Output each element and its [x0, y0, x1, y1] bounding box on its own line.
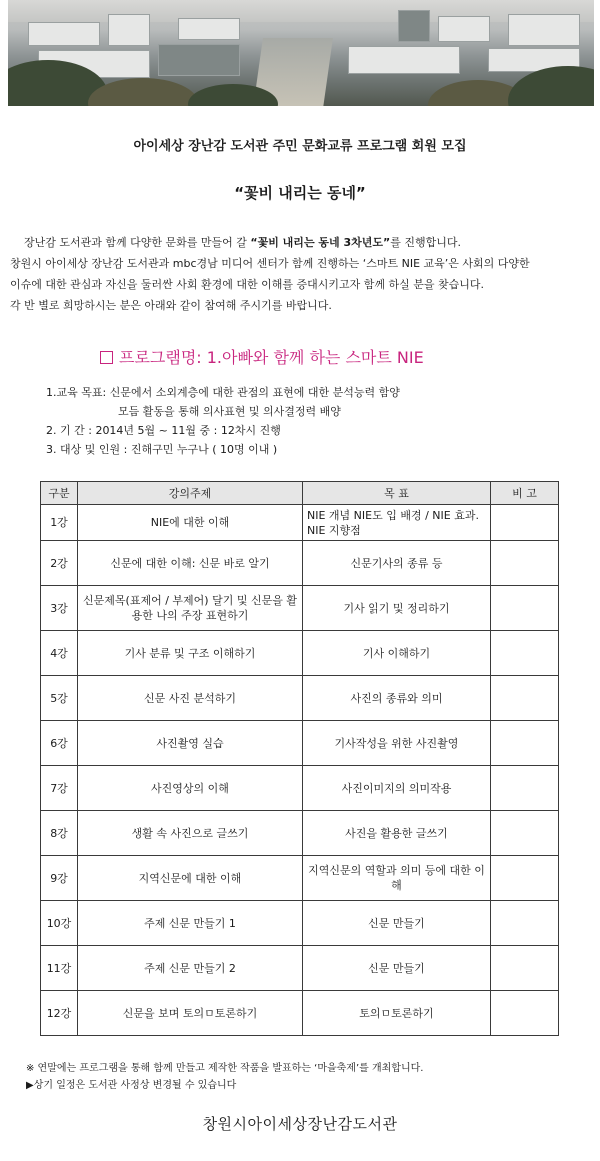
session-note [491, 811, 559, 856]
session-no: 1강 [41, 505, 78, 541]
table-row [41, 505, 559, 541]
page-title: 아이세상 장난감 도서관 주민 문화교류 프로그램 회원 모집 [133, 139, 467, 154]
session-topic: NIE에 대한 이해 [78, 505, 303, 541]
session-no: 5강 [41, 676, 78, 721]
session-topic: 신문제목(표제어 / 부제어) 달기 및 신문을 활용한 나의 주장 표현하기 [78, 586, 303, 631]
session-note [491, 946, 559, 991]
session-topic: 신문 사진 분석하기 [78, 676, 303, 721]
session-no: 10강 [41, 901, 78, 946]
program-label: 프로그램명: 1.아빠와 함께 하는 스마트 NIE [119, 348, 424, 367]
info-target: 3. 대상 및 인원 : 진해구민 누구나 ( 10명 이내 ) [46, 443, 278, 456]
session-topic: 생활 속 사진으로 글쓰기 [78, 811, 303, 856]
table-row [41, 631, 559, 676]
session-goal: 신문 만들기 [303, 946, 491, 991]
session-note [491, 901, 559, 946]
session-no: 12강 [41, 991, 78, 1036]
page-subtitle: “꽃비 내리는 동네” [234, 184, 366, 202]
session-goal: 기사 읽기 및 정리하기 [303, 586, 491, 631]
header-cell-goal: 목 표 [303, 482, 491, 505]
session-goal: 토의ㅁ토론하기 [303, 991, 491, 1036]
intro-line-4: 각 반 별로 희망하시는 분은 아래와 같이 참여해 주시기를 바랍니다. [10, 299, 332, 312]
info-goal-line-2: 모듬 활동을 통해 의사표현 및 의사결정력 배양 [118, 405, 341, 418]
session-note [491, 721, 559, 766]
session-note [491, 505, 559, 541]
program-heading [100, 345, 424, 368]
intro-text [10, 232, 595, 316]
notes [26, 1060, 423, 1094]
session-no: 3강 [41, 586, 78, 631]
session-goal: NIE 개념 NIE도 입 배경 / NIE 효과. NIE 지향점 [303, 505, 491, 541]
session-topic: 신문을 보며 토의ㅁ토론하기 [78, 991, 303, 1036]
session-goal: 기사작성을 위한 사진촬영 [303, 721, 491, 766]
session-goal: 기사 이해하기 [303, 631, 491, 676]
table-row [41, 856, 559, 901]
session-goal: 사진을 활용한 글쓰기 [303, 811, 491, 856]
header-cell-note: 비 고 [491, 482, 559, 505]
info-period: 2. 기 간 : 2014년 5월 ~ 11월 중 : 12차시 진행 [46, 424, 281, 437]
schedule-table [40, 481, 559, 1036]
session-no: 8강 [41, 811, 78, 856]
session-goal: 사진이미지의 의미작용 [303, 766, 491, 811]
square-icon [100, 351, 113, 364]
session-no: 9강 [41, 856, 78, 901]
intro-line-2: 창원시 아이세상 장난감 도서관과 mbc경남 미디어 센터가 함께 진행하는 ‘스마트 NIE 교육’은 사회의 다양한 [10, 257, 530, 270]
session-note [491, 766, 559, 811]
session-no: 2강 [41, 541, 78, 586]
session-note [491, 631, 559, 676]
session-topic: 기사 분류 및 구조 이해하기 [78, 631, 303, 676]
session-no: 6강 [41, 721, 78, 766]
table-row [41, 676, 559, 721]
table-row [41, 811, 559, 856]
intro-line-1: 장난감 도서관과 함께 다양한 문화를 만들어 갈 “꽃비 내리는 동네 3차년도”를 진행합니다. [24, 236, 461, 249]
session-goal: 지역신문의 역할과 의미 등에 대한 이해 [303, 856, 491, 901]
header-cell-topic: 강의주제 [78, 482, 303, 505]
table-row [41, 541, 559, 586]
session-topic: 사진촬영 실습 [78, 721, 303, 766]
table-row [41, 901, 559, 946]
session-note [491, 586, 559, 631]
table-header-row [41, 482, 559, 505]
session-note [491, 676, 559, 721]
session-topic: 신문에 대한 이해: 신문 바로 알기 [78, 541, 303, 586]
hero-photo [8, 0, 594, 106]
table-row [41, 586, 559, 631]
note-schedule-change: ▶상기 일정은 도서관 사정상 변경될 수 있습니다 [26, 1080, 237, 1091]
table-row [41, 766, 559, 811]
session-topic: 지역신문에 대한 이해 [78, 856, 303, 901]
session-topic: 주제 신문 만들기 1 [78, 901, 303, 946]
header-cell-no: 구분 [41, 482, 78, 505]
table-row [41, 991, 559, 1036]
table-row [41, 721, 559, 766]
session-no: 11강 [41, 946, 78, 991]
session-goal: 신문 만들기 [303, 901, 491, 946]
footer-org: 창원시아이세상장난감도서관 [202, 1115, 398, 1133]
session-topic: 주제 신문 만들기 2 [78, 946, 303, 991]
session-topic: 사진영상의 이해 [78, 766, 303, 811]
session-goal: 신문기사의 종류 등 [303, 541, 491, 586]
session-goal: 사진의 종류와 의미 [303, 676, 491, 721]
program-info [46, 383, 400, 459]
session-note [491, 541, 559, 586]
session-no: 4강 [41, 631, 78, 676]
info-goal-line-1: 1.교육 목표: 신문에서 소외계층에 대한 관점의 표현에 대한 분석능력 함양 [46, 386, 400, 399]
intro-line-3: 이슈에 대한 관심과 자신을 둘러싼 사회 환경에 대한 이해를 증대시키고자 함께 하실 분을 찾습니다. [10, 278, 484, 291]
note-festival: ※ 연말에는 프로그램을 통해 함께 만들고 제작한 작품을 발표하는 ‘마을축제’를 개최합니다. [26, 1063, 424, 1074]
session-no: 7강 [41, 766, 78, 811]
session-note [491, 856, 559, 901]
session-note [491, 991, 559, 1036]
table-row [41, 946, 559, 991]
